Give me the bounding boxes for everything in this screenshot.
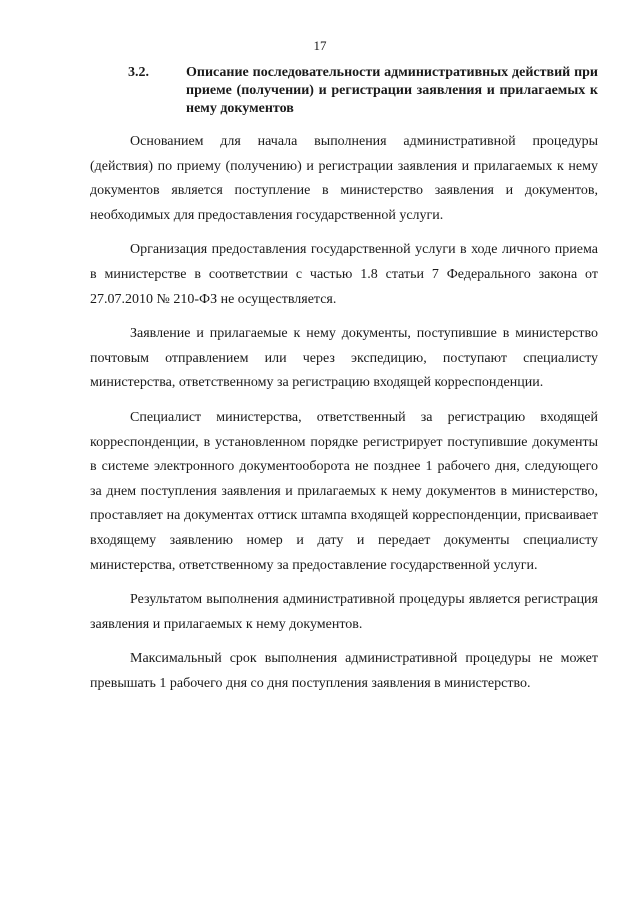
paragraph-postal-receipt: Заявление и прилагаемые к нему документы, поступившие в министерство почтовым отправлением или через экспедицию, поступают специалисту министерства, ответственному за регистрацию входящей корреспонденции. <box>90 326 598 391</box>
paragraph-result: Результатом выполнения административной процедуры является регистрация заявления и прилагаемых к нему документов. <box>90 592 598 632</box>
body-text <box>90 130 598 706</box>
paragraph-max-term: Максимальный срок выполнения административной процедуры не может превышать 1 рабочего дня со дня поступления заявления в министерство. <box>90 651 598 691</box>
section-number: 3.2. <box>128 65 149 80</box>
paragraph-personal-reception: Организация предоставления государственной услуги в ходе личного приема в министерстве в соответствии с частью 1.8 статьи 7 Федерального закона от 27.07.2010 № 210-ФЗ не осуществляется. <box>90 242 598 307</box>
page-number: 17 <box>313 38 327 53</box>
section-heading <box>128 64 598 118</box>
paragraph-registration: Специалист министерства, ответственный за регистрацию входящей корреспонденции, в установленном порядке регистрирует поступившие документы в системе электронного документооборота не позднее 1 рабочего дня, следующего за днем поступления заявления и прилагаемых к нему документов в министерство, проставляет на документах оттиск штампа входящей корреспонденции, присваивает входящему заявлению номер и дату и передает документы специалисту министерства, ответственному за предоставление государственной услуги. <box>90 409 598 573</box>
section-title: Описание последовательности административных действий при приеме (получении) и регистрации заявления и прилагаемых к нему документов <box>186 65 598 116</box>
paragraph-grounds: Основанием для начала выполнения административной процедуры (действия) по приему (получению) и регистрации заявления и прилагаемых к нему документов является поступление в министерство заявления и документов, необходимых для предоставления государственной услуги. <box>90 134 598 223</box>
